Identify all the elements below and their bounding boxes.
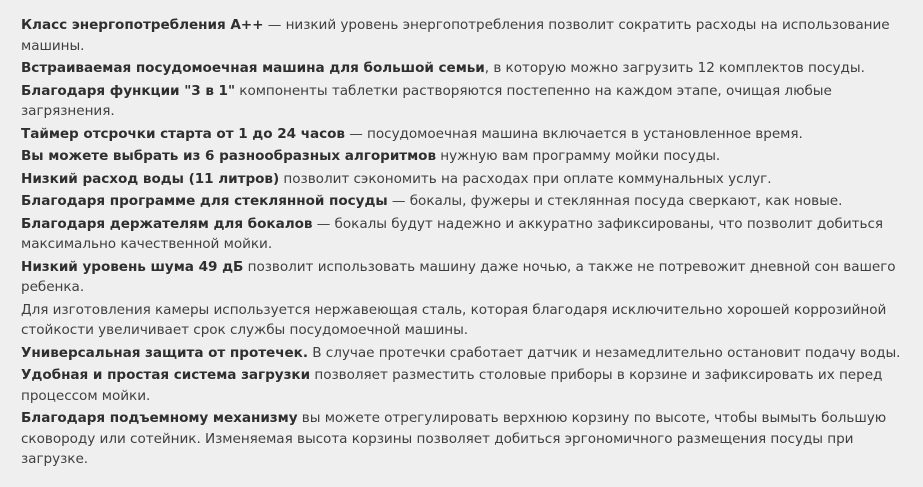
product-features-text: [21, 15, 921, 472]
feature-lift-mechanism: [21, 408, 921, 470]
feature-heading: Благодаря подъемному механизму: [21, 410, 298, 426]
feature-description: , в которую можно загрузить 12 комплектов посуды.: [484, 60, 865, 76]
feature-heading: Универсальная защита от протечек.: [21, 344, 308, 361]
feature-heading: Удобная и простая система загрузки: [21, 367, 311, 383]
feature-description: компоненты таблетки растворяются постепенно на каждом этапе, очищая любые загрязнения.: [21, 82, 832, 119]
feature-glass-program: [21, 191, 921, 212]
feature-stainless-chamber: [21, 300, 921, 341]
feature-3in1: [21, 81, 921, 122]
feature-description: В случае протечки сработает датчик и незамедлительно остановит подачу воды.: [307, 344, 901, 361]
feature-description: — бокалы, фужеры и стеклянная посуда сверкают, как новые.: [387, 193, 843, 209]
feature-noise-level: [21, 257, 921, 298]
feature-description: позволит сэкономить на расходах при оплате коммунальных услуг.: [279, 170, 772, 187]
feature-description: позволит использовать машину даже ночью, а также не потревожит дневной сон вашего ребенка.: [21, 258, 896, 295]
feature-description: позволяет разместить столовые приборы в корзине и зафиксировать их перед процессом мойки.: [21, 367, 883, 404]
feature-glass-holders: [21, 214, 921, 255]
feature-description: — низкий уровень энергопотребления позволит сократить расходы на использование машины.: [21, 17, 890, 54]
feature-leak-protection: [21, 343, 921, 364]
feature-heading: Благодаря функции "3 в 1": [21, 82, 236, 99]
feature-heading: Встраиваемая посудомоечная машина для большой семьи: [21, 60, 485, 76]
feature-capacity: [21, 58, 921, 79]
feature-description: вы можете отрегулировать верхнюю корзину по высоте, чтобы вымыть большую сковороду или сотейник. Изменяемая высота корзины позволяет добиться эргономичного размещения посуды при загрузке.: [21, 410, 887, 467]
feature-description: — посудомоечная машина включается в установленное время.: [344, 125, 803, 142]
feature-delay-timer: [21, 124, 921, 145]
feature-description: Для изготовления камеры используется нержавеющая сталь, которая благодаря исключительно хорошей коррозийной стойкости увеличивает срок службы посудомоечной машины.: [21, 301, 887, 338]
feature-description: нужную вам программу мойки посуды.: [436, 148, 721, 164]
feature-heading: Благодаря программе для стеклянной посуды: [21, 193, 388, 209]
feature-energy-class: [21, 15, 921, 56]
feature-heading: Вы можете выбрать из 6 разнообразных алгоритмов: [21, 148, 437, 164]
feature-heading: Низкий расход воды (11 литров): [21, 170, 280, 187]
feature-heading: Благодаря держателям для бокалов: [21, 215, 313, 232]
feature-heading: Низкий уровень шума 49 дБ: [21, 258, 244, 275]
feature-water-usage: [21, 169, 921, 190]
feature-description: — бокалы будут надежно и аккуратно зафиксированы, что позволит добиться максимально качественной мойки.: [21, 215, 884, 252]
feature-heading: Таймер отсрочки старта от 1 до 24 часов: [21, 125, 345, 142]
feature-programs: [21, 146, 921, 167]
feature-loading-system: [21, 365, 921, 406]
feature-heading: Класс энергопотребления A++: [21, 17, 264, 33]
